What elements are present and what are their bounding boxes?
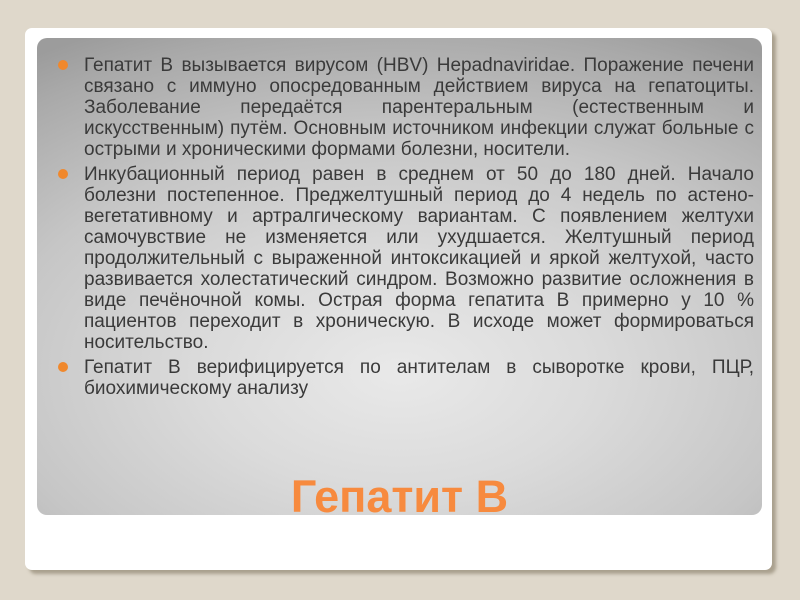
- bullet-text: Гепатит В верифицируется по антителам в сыворотке крови, ПЦР, биохимическому анализу: [84, 357, 754, 399]
- slide-title: Гепатит В: [290, 471, 509, 522]
- bullet-item: [37, 357, 762, 399]
- bullet-icon: [58, 169, 68, 179]
- slide-content-panel: [37, 38, 762, 522]
- bullet-list: [37, 55, 762, 403]
- bullet-icon: [58, 60, 68, 70]
- bullet-text: Гепатит В вызывается вирусом (HBV) Hepadnaviridae. Поражение печени связано с иммуно опосредованным действием вируса на гепатоциты. Заболевание передаётся парентеральным (естественным и искусственным) путём. Основным источником инфекции служат больные с острыми и хроническими формами болезни, носители.: [84, 55, 754, 160]
- bullet-item: [37, 55, 762, 160]
- slide: [25, 28, 772, 570]
- bullet-text: Инкубационный период равен в среднем от 50 до 180 дней. Начало болезни постепенное. Преджелтушный период до 4 недель по астено-вегетативному и артралгическому вариантам. С появлением желтухи самочувствие не изменяется или ухудшается. Желтушный период продолжительный с выраженной интоксикацией и яркой желтухой, часто развивается холестатический синдром. Возможно развитие осложнения в виде печёночной комы. Острая форма гепатита В примерно у 10 % пациентов переходит в хроническую. В исходе может формироваться носительство.: [84, 164, 754, 353]
- bullet-icon: [58, 362, 68, 372]
- bullet-item: [37, 164, 762, 353]
